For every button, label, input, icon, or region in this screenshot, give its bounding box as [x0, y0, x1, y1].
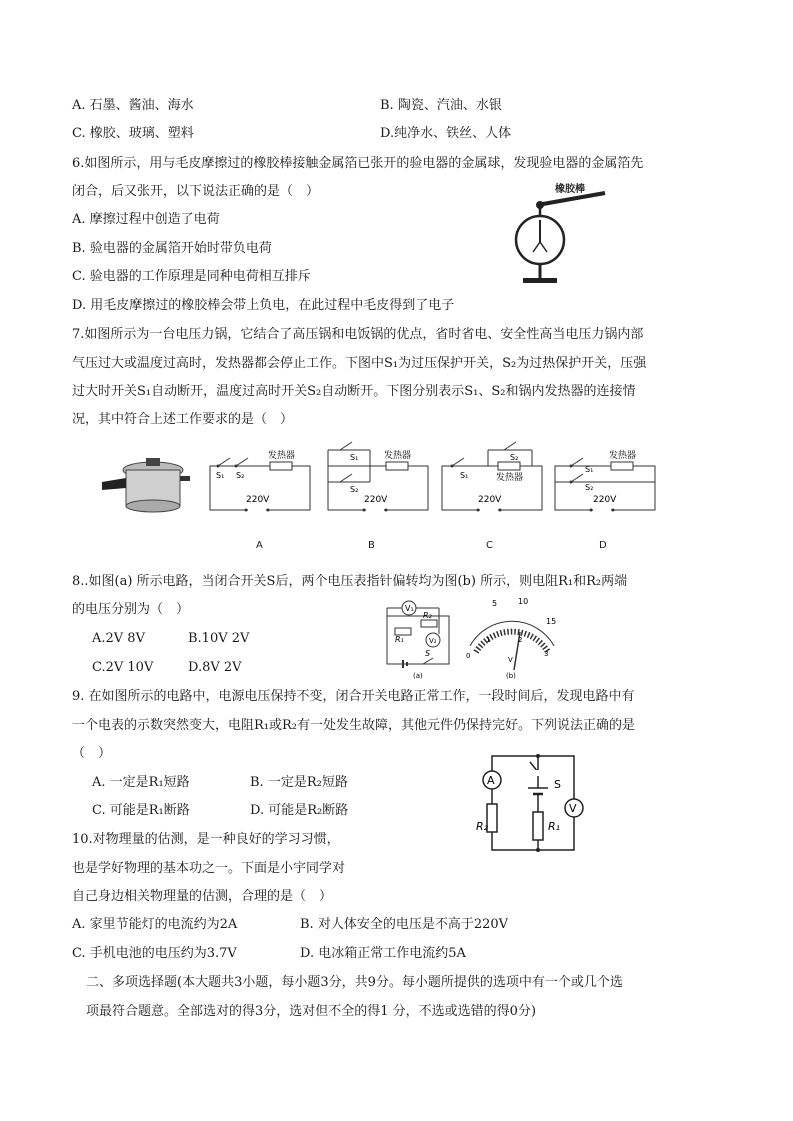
q9-option-d: D. 可能是R₂断路	[250, 803, 349, 818]
voltage-label: 220V	[246, 495, 270, 505]
voltmeter-label: V	[569, 802, 577, 815]
q10-option-a: A. 家里节能灯的电流约为2A	[72, 917, 238, 932]
scale-top-10: 10	[518, 597, 529, 606]
switch-label: S	[554, 778, 561, 791]
voltage-label: 220V	[478, 495, 502, 505]
switch-label: S	[425, 649, 431, 658]
electroscope-label: 橡胶棒	[555, 184, 585, 195]
q5-option-a: A. 石墨、酱油、海水	[72, 98, 194, 113]
heater-label: 发热器	[496, 473, 524, 483]
s2-label: S₂	[510, 453, 519, 462]
q6-stem-line1: 6.如图所示，用与毛皮摩擦过的橡胶棒接触金属箔已张开的验电器的金属球，发现验电器的金属箔先	[72, 156, 644, 171]
q9-stem-line1: 9. 在如图所示的电路中，电源电压保持不变，闭合开关电路正常工作，一段时间后，发现电路中有	[72, 689, 635, 704]
q6-option-a: A. 摩擦过程中创造了电荷	[72, 212, 220, 227]
q8-option-d: D.8V 2V	[188, 660, 242, 675]
electroscope-figure	[505, 184, 615, 300]
q7-circuit-a	[208, 448, 314, 516]
q7-stem-line1: 7.如图所示为一台电压力锅，它结合了高压锅和电饭锅的优点，省时省电、安全性高当电压力锅内部	[72, 327, 644, 342]
scale-top-5: 5	[492, 599, 498, 608]
q8-option-c: C.2V 10V	[92, 660, 154, 675]
q10-option-b: B. 对人体安全的电压是不高于220V	[300, 917, 509, 932]
q8-figure-a	[383, 598, 459, 678]
q7-circuit-c	[440, 448, 546, 516]
heater-label: 发热器	[609, 451, 637, 461]
q7-label-b: B	[368, 540, 375, 551]
s2-label: S₂	[236, 471, 245, 480]
r2-label: R₂	[476, 820, 489, 833]
section2-heading-line2: 项最符合题意。全部选对的得3分，选对但不全的得1 分，不选或选错的得0分)	[86, 1004, 537, 1019]
q9-option-b: B. 一定是R₂短路	[250, 775, 348, 790]
q9-stem-line2: 一个电表的示数突然变大，电阻R₁或R₂有一处发生故障，其他元件仍保持完好。下列说法正确的是	[72, 718, 635, 733]
pressure-cooker-image	[98, 452, 198, 522]
q5-option-d: D.纯净水、铁丝、人体	[380, 126, 512, 141]
q7-label-a: A	[256, 540, 263, 551]
scale-bottom-0: 0	[466, 652, 471, 660]
s2-label: S₂	[585, 483, 594, 492]
scale-bottom-1: 1	[486, 636, 491, 644]
q6-option-b: B. 验电器的金属箔开始时带负电荷	[72, 241, 272, 256]
q8-option-a: A.2V 8V	[92, 631, 145, 646]
q7-label-c: C	[486, 540, 493, 551]
r1-label: R₁	[395, 635, 404, 644]
q7-stem-line3: 过大时开关S₁自动断开，温度过高时开关S₂自动断开。下图分别表示S₁、S₂和锅内发热器的连接情	[72, 384, 636, 399]
q10-stem-line2: 也是学好物理的基本功之一。下面是小宇同学对	[72, 861, 346, 876]
scale-bottom-3: 3	[544, 650, 549, 658]
heater-label: 发热器	[384, 451, 412, 461]
q6-stem-line2: 闭合，后又张开，以下说法正确的是（ ）	[72, 184, 320, 199]
section2-heading-line1: 二、多项选择题(本大题共3小题，每小题3分，共9分。每小题所提供的选项中有一个或几个选	[86, 975, 623, 990]
v1-label: V₁	[405, 604, 414, 613]
s1-label: S₁	[216, 471, 225, 480]
s2-label: S₂	[350, 485, 359, 494]
q7-stem-line4: 况，其中符合上述工作要求的是（ ）	[72, 412, 294, 427]
scale-bottom-2: 2	[518, 636, 523, 644]
q9-stem-line3: （ ）	[72, 746, 112, 761]
q8-stem-line2: 的电压分别为（ ）	[72, 602, 190, 617]
meter-unit: V	[508, 656, 513, 664]
heater-label: 发热器	[268, 451, 296, 461]
q7-circuit-d	[553, 448, 659, 516]
q9-option-a: A. 一定是R₁短路	[92, 775, 190, 790]
q7-label-d: D	[599, 540, 607, 551]
q10-stem-line1: 10.对物理量的估测，是一种良好的学习习惯，	[72, 832, 340, 847]
fig-b-caption: (b)	[506, 672, 516, 680]
voltage-label: 220V	[593, 495, 617, 505]
q7-stem-line2: 气压过大或温度过高时，发热器都会停止工作。下图中S₁为过压保护开关，S₂为过热保护开关，压强	[72, 356, 647, 371]
q9-circuit	[470, 750, 600, 856]
s1-label: S₁	[460, 471, 469, 480]
voltage-label: 220V	[364, 495, 388, 505]
q6-option-c: C. 验电器的工作原理是同种电荷相互排斥	[72, 269, 311, 284]
q8-stem-line1: 8..如图(a) 所示电路，当闭合开关S后，两个电压表指针偏转均为图(b) 所示，则电阻R₁和R₂两端	[72, 574, 628, 589]
q6-option-d: D. 用毛皮摩擦过的橡胶棒会带上负电，在此过程中毛皮得到了电子	[72, 298, 455, 313]
scale-top-15: 15	[546, 617, 557, 626]
r2-label: R₂	[423, 611, 432, 620]
r1-label: R₁	[548, 820, 561, 833]
q5-option-c: C. 橡胶、玻璃、塑料	[72, 126, 194, 141]
q10-stem-line3: 自己身边相关物理量的估测，合理的是（ ）	[72, 889, 333, 904]
q10-option-d: D. 电冰箱正常工作电流约5A	[300, 946, 466, 961]
fig-a-caption: (a)	[413, 672, 423, 680]
q8-option-b: B.10V 2V	[188, 631, 250, 646]
ammeter-label: A	[487, 774, 495, 787]
s1-label: S₁	[350, 453, 359, 462]
v2-label: V₂	[429, 637, 437, 645]
q10-option-c: C. 手机电池的电压约为3.7V	[72, 946, 237, 961]
q5-option-b: B. 陶瓷、汽油、水银	[380, 98, 502, 113]
q7-circuit-b	[326, 448, 432, 516]
q8-figure-b-meter	[462, 596, 562, 680]
q9-option-c: C. 可能是R₁断路	[92, 803, 190, 818]
s1-label: S₁	[585, 465, 594, 474]
